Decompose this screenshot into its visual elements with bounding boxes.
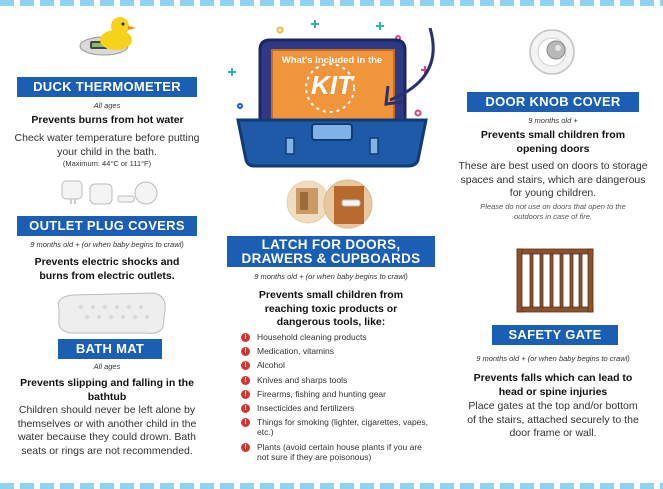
doorknob-age: 9 months old + (528, 116, 578, 125)
toxic-products-list (241, 332, 431, 466)
latch-title-line1: LATCH FOR DOORS, (261, 237, 401, 252)
latch-title-line2: DRAWERS & CUPBOARDS (241, 251, 421, 267)
gate-body: Place gates at the top and/or bottom of the stairs, attached securely to the door frame or wall. (467, 400, 639, 440)
bathmat-lead: Prevents slipping and falling in the bathtub (20, 377, 194, 403)
list-item-text: Plants (avoid certain house plants if you are not sure if they are poisonous) (257, 441, 422, 462)
warning-icon: ! (241, 418, 250, 427)
bath-mat-banner: BATH MAT (58, 339, 162, 359)
list-item (241, 442, 431, 462)
outlet-lead: Prevents electric shocks and burns from electric outlets. (34, 256, 180, 282)
list-item (241, 332, 431, 342)
kit-label: What's included in the (281, 55, 383, 66)
list-item (241, 375, 431, 385)
gate-lead: Prevents falls which can lead to head or spine injuries (473, 372, 633, 398)
door-knob-cover-image (522, 24, 582, 80)
list-item (241, 403, 431, 413)
duck-age: All ages (93, 101, 121, 110)
list-item-text: Household cleaning products (257, 332, 367, 342)
warning-icon: ! (241, 404, 250, 413)
doorknob-body: These are best used on doors to storage spaces and stairs, which are dangerous for young children. (458, 160, 648, 200)
warning-icon: ! (241, 443, 250, 452)
kit-word: KIT (311, 70, 353, 100)
warning-icon: ! (241, 376, 250, 385)
list-item (241, 346, 431, 356)
duck-note: (Maximum: 44°C or 111°F) (62, 159, 152, 168)
latch-age: 9 months old + (or when baby begins to crawl) (254, 272, 408, 281)
bathmat-body: Children should never be left alone by themselves or with another child in the water because they could drown. Bath seats or rings are not recommended. (17, 404, 197, 457)
outlet-age: 9 months old + (or when baby begins to crawl) (30, 240, 184, 249)
safety-gate-image (515, 247, 595, 315)
duck-lead: Prevents burns from hot water (31, 114, 184, 126)
outlet-plug-covers-banner: OUTLET PLUG COVERS (17, 216, 197, 236)
duck-thermometer-image (76, 14, 140, 60)
outlet-plug-covers-image (60, 178, 164, 208)
latch-image (286, 178, 378, 230)
bathmat-age: All ages (93, 362, 121, 371)
latch-lead: Prevents small children from reaching toxic products or dangerous tools, like: (258, 289, 404, 329)
list-item (241, 389, 431, 399)
warning-icon: ! (241, 361, 250, 370)
latch-banner (227, 236, 435, 267)
list-item-text: Things for smoking (lighter, cigarettes, vapes, etc.) (257, 417, 429, 438)
top-dashed-border (0, 0, 663, 6)
duck-thermometer-banner: DUCK THERMOMETER (17, 77, 197, 97)
list-item-text: Firearms, fishing and hunting gear (257, 388, 386, 399)
safety-gate-banner: SAFETY GATE (492, 325, 618, 345)
doorknob-note: Please do not use on doors that open to the outdoors in case of fire. (480, 202, 626, 221)
list-item-text: Insecticides and fertilizers (257, 402, 355, 413)
list-item (241, 360, 431, 370)
door-knob-cover-banner: DOOR KNOB COVER (467, 92, 639, 112)
warning-icon: ! (241, 347, 250, 356)
gate-age: 9 months old + (or when baby begins to crawl) (476, 354, 630, 363)
list-item-text: Knives and sharps tools (257, 374, 348, 385)
bath-mat-image (53, 289, 171, 337)
warning-icon: ! (241, 333, 250, 342)
list-item-text: Alcohol (257, 360, 285, 371)
duck-body: Check water temperature before putting your child in the bath. (14, 132, 200, 158)
doorknob-lead: Prevents small children from opening doors (480, 129, 626, 155)
list-item (241, 417, 431, 437)
list-item-text: Medication, vitamins (257, 346, 335, 357)
bottom-dashed-border (0, 483, 663, 489)
warning-icon: ! (241, 390, 250, 399)
